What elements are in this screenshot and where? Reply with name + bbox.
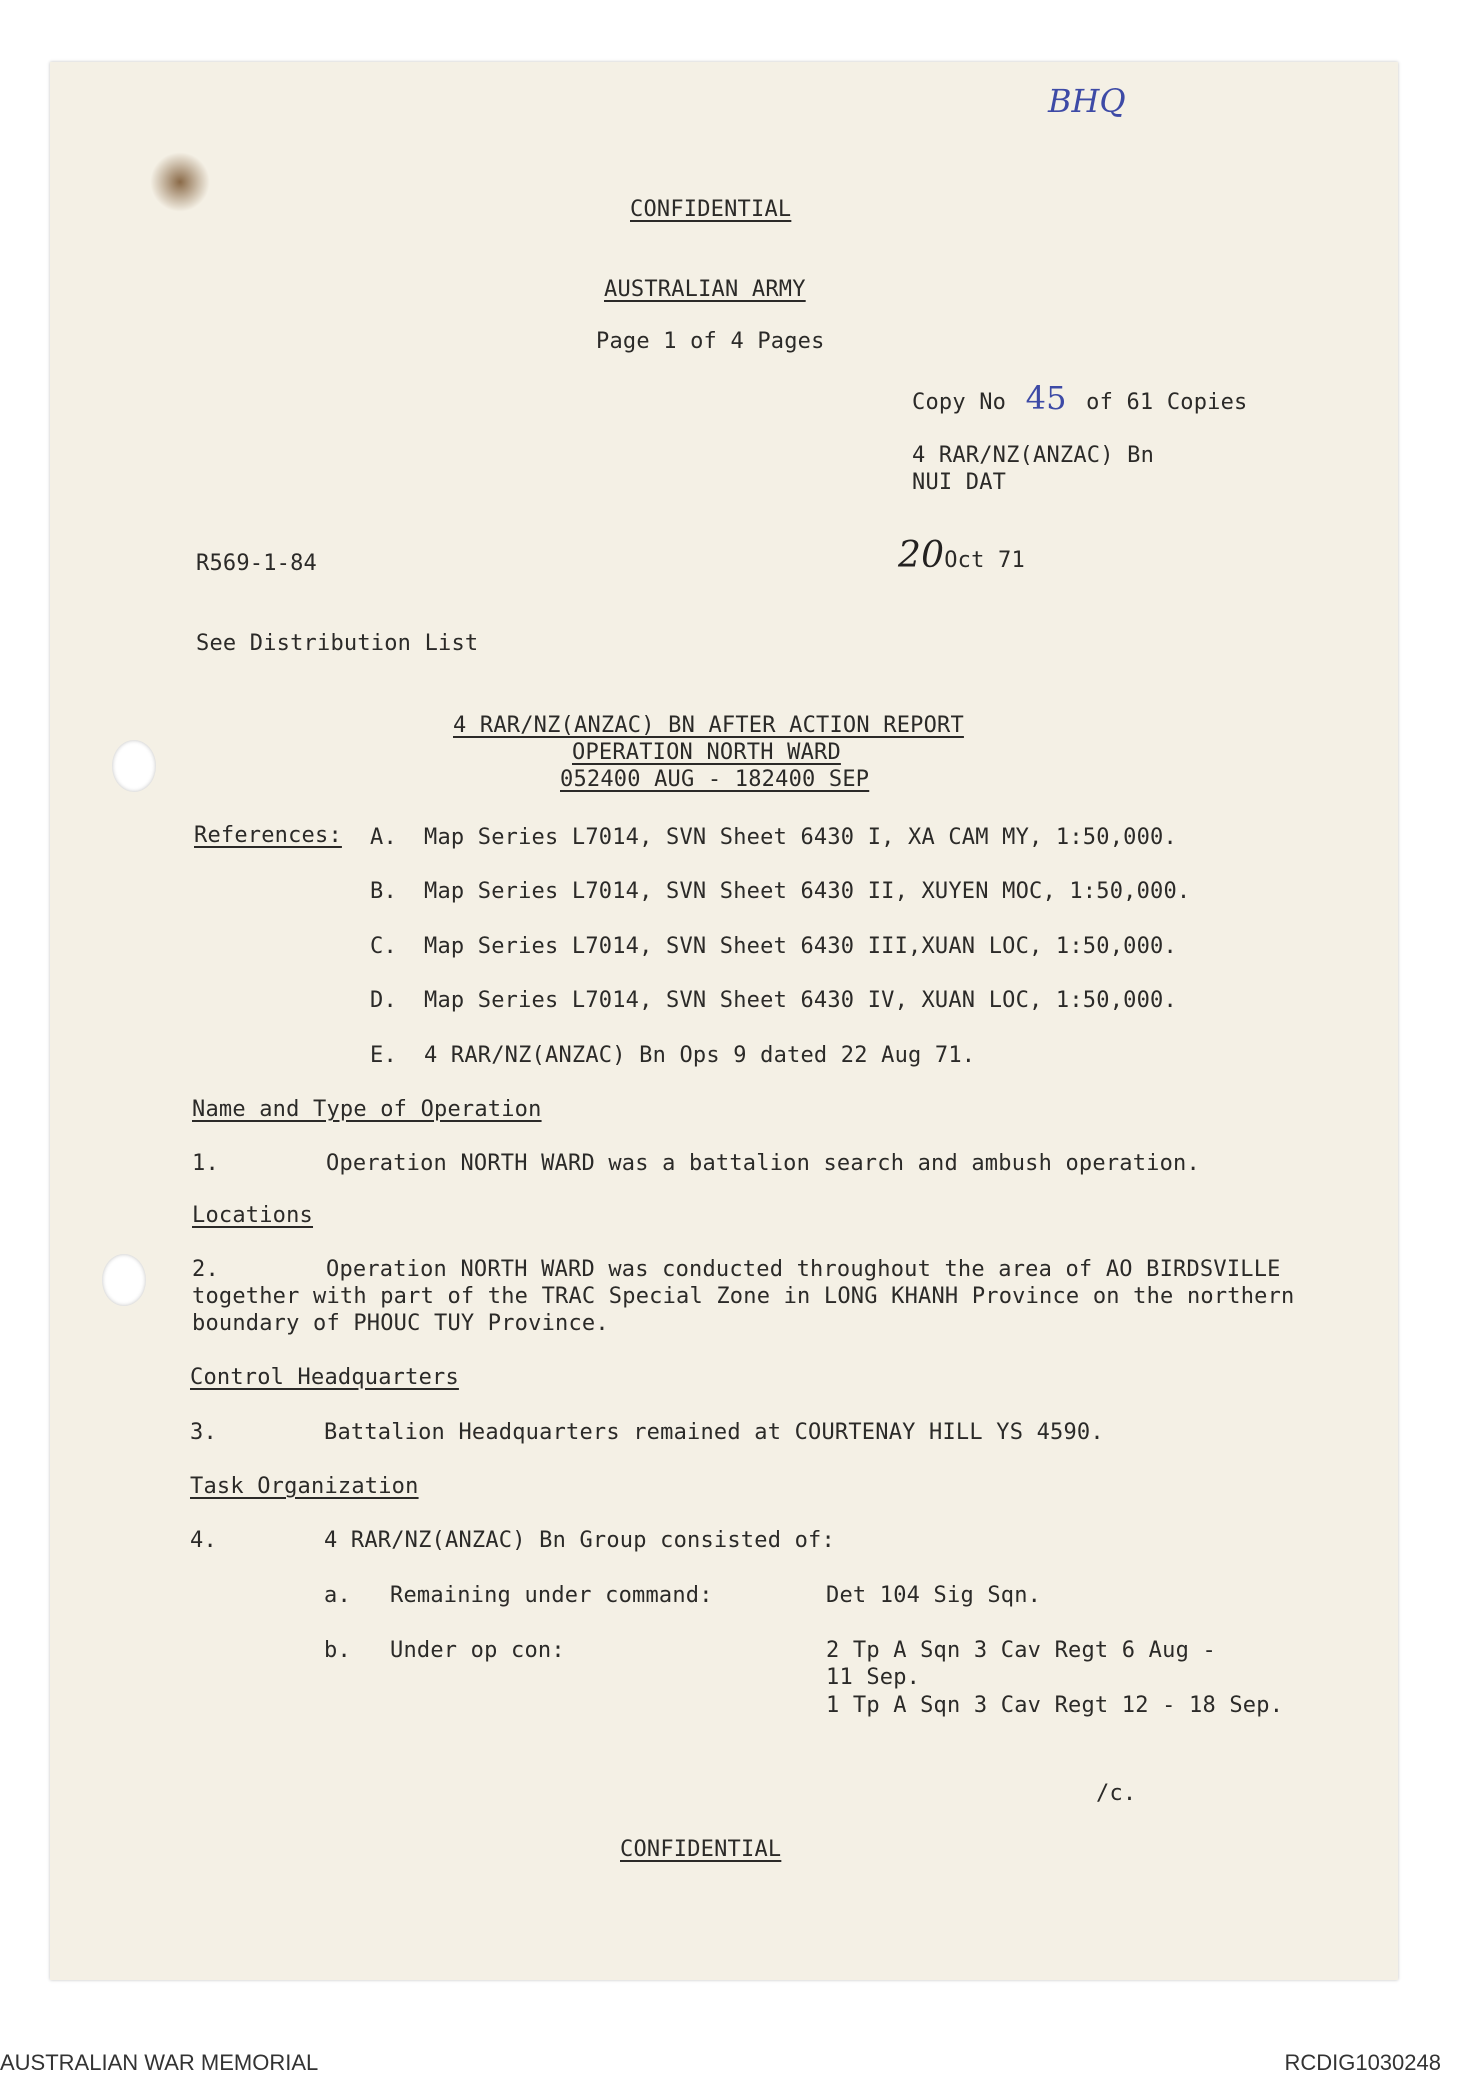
paragraph-text: Operation NORTH WARD was conducted throughout the area of AO BIRDSVILLE (326, 1257, 1281, 1282)
subparagraph-letter: b. (324, 1638, 351, 1663)
reference-letter: E. (370, 1043, 397, 1068)
paragraph-number: 2. (192, 1257, 219, 1282)
section-heading-locations: Locations (192, 1203, 314, 1228)
stain-mark (150, 152, 210, 212)
paragraph-text: 4 RAR/NZ(ANZAC) Bn Group consisted of: (324, 1528, 835, 1553)
unit-location: NUI DAT (912, 470, 1007, 495)
section-heading-name-type: Name and Type of Operation (192, 1097, 542, 1122)
classification-header: CONFIDENTIAL (630, 197, 792, 222)
paragraph-number: 3. (190, 1420, 217, 1445)
classification-footer: CONFIDENTIAL (620, 1837, 782, 1862)
reference-letter: C. (370, 934, 397, 959)
continuation-mark: /c. (1096, 1781, 1137, 1806)
subparagraph-label: Remaining under command: (390, 1583, 713, 1608)
reference-letter: D. (370, 988, 397, 1013)
unit-name: 4 RAR/NZ(ANZAC) Bn (912, 443, 1155, 468)
paragraph-text: Operation NORTH WARD was a battalion search and ambush operation. (326, 1151, 1200, 1176)
reference-text: Map Series L7014, SVN Sheet 6430 I, XA CAM MY, 1:50,000. (424, 825, 1177, 850)
references-label: References: (194, 823, 342, 848)
paragraph-number: 4. (190, 1528, 217, 1553)
archive-id: RCDIG1030248 (1284, 2050, 1441, 2075)
report-date (898, 535, 1025, 576)
subparagraph-value: 11 Sep. (826, 1665, 921, 1690)
handwritten-day: 20 (898, 535, 945, 576)
section-heading-control-hq: Control Headquarters (190, 1365, 459, 1390)
punch-hole-bottom (102, 1254, 146, 1306)
section-heading-task-organization: Task Organization (190, 1474, 419, 1499)
reference-letter: A. (370, 825, 397, 850)
document-page (50, 62, 1398, 1980)
date-month-year: Oct 71 (944, 548, 1025, 573)
addressee: See Distribution List (196, 631, 479, 656)
organisation-title: AUSTRALIAN ARMY (604, 277, 806, 302)
report-title-line1: 4 RAR/NZ(ANZAC) BN AFTER ACTION REPORT (453, 713, 964, 738)
archive-source: AUSTRALIAN WAR MEMORIAL (0, 2050, 319, 2075)
report-title-line2: OPERATION NORTH WARD (572, 740, 841, 765)
punch-hole-top (112, 740, 156, 792)
file-reference: R569-1-84 (196, 551, 318, 576)
copy-suffix: of 61 Copies (1086, 390, 1248, 415)
copy-prefix: Copy No (912, 390, 1007, 415)
paragraph-number: 1. (192, 1151, 219, 1176)
reference-letter: B. (370, 879, 397, 904)
reference-text: Map Series L7014, SVN Sheet 6430 II, XUYEN MOC, 1:50,000. (424, 879, 1191, 904)
reference-text: Map Series L7014, SVN Sheet 6430 III,XUAN LOC, 1:50,000. (424, 934, 1177, 959)
handwritten-office-note: BHQ (1048, 82, 1126, 120)
paragraph-text: boundary of PHOUC TUY Province. (192, 1311, 609, 1336)
subparagraph-value: Det 104 Sig Sqn. (826, 1583, 1042, 1608)
reference-text: Map Series L7014, SVN Sheet 6430 IV, XUAN LOC, 1:50,000. (424, 988, 1177, 1013)
paragraph-text: together with part of the TRAC Special Zone in LONG KHANH Province on the northern (192, 1284, 1295, 1309)
subparagraph-value: 2 Tp A Sqn 3 Cav Regt 6 Aug - (826, 1638, 1216, 1663)
subparagraph-label: Under op con: (390, 1638, 565, 1663)
subparagraph-letter: a. (324, 1583, 351, 1608)
report-title-line3: 052400 AUG - 182400 SEP (560, 767, 870, 792)
subparagraph-value: 1 Tp A Sqn 3 Cav Regt 12 - 18 Sep. (826, 1693, 1284, 1718)
reference-text: 4 RAR/NZ(ANZAC) Bn Ops 9 dated 22 Aug 71. (424, 1043, 976, 1068)
handwritten-copy-number: 45 (1025, 379, 1067, 417)
paragraph-text: Battalion Headquarters remained at COURTENAY HILL YS 4590. (324, 1420, 1104, 1445)
copy-number-line (912, 379, 1248, 417)
page-info: Page 1 of 4 Pages (596, 329, 825, 354)
